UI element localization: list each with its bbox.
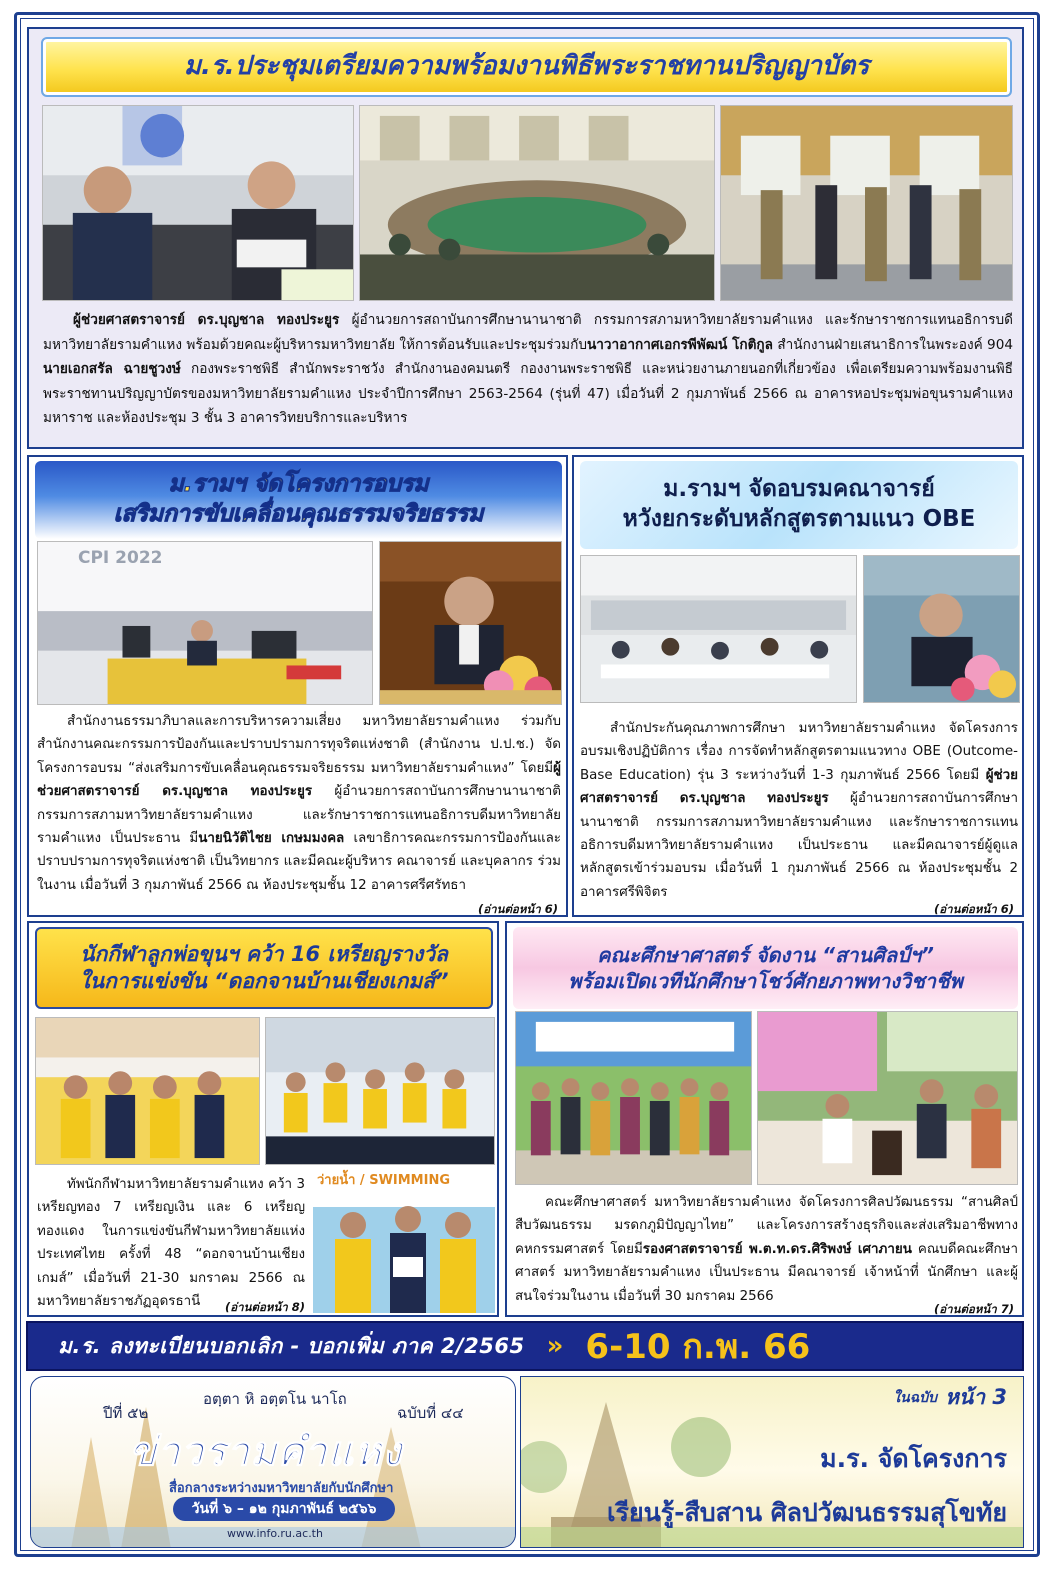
top-story-person-2: นาวาอากาศเอกรพีพัฒน์ โกติกูล <box>586 336 773 353</box>
masthead-name: ข่าวรามคำแหง <box>129 1429 403 1475</box>
education-body <box>515 1191 1018 1308</box>
obe-title-banner <box>580 461 1018 549</box>
registration-text: ม.ร. ลงทะเบียนบอกเลิก - บอกเพิ่ม ภาค 2/2565 <box>58 1333 525 1358</box>
education-story-panel <box>505 921 1024 1317</box>
conference-room-photo <box>359 105 715 301</box>
top-story-text-3: กองพระราชพิธี สำนักพระราชวัง สำนักงานองคมนตรี กองงานพระราชพิธี และหน่วยงานภายนอกที่เกี่ยวข้อง เพื่อเตรียมความพร้อมงานพิธีพระราชทานปริญญาบัตรของมหาวิทยาลัยรามคำแหง ประจำปีการศึกษา 2563-2564 (รุ่นที่ 47) เมื่อวันที่ 2 กุมภาพันธ์ 2566 ณ อาคารหอประชุมพ่อขุนรามคำแหงมหาราช และห้องประชุม 3 ชั้น 3 อาคารวิทยบริการและบริหาร <box>43 361 1013 426</box>
ethics-text-2: ผู้อำนวยการสถาบันการศึกษานานาชาติ กรรมการสภามหาวิทยาลัยรามคำแหง และรักษาราชการแทนอธิการบดีมหาวิทยาลัยรามคำแหง เป็นประธาน มี <box>37 784 561 847</box>
ethics-body <box>37 710 561 897</box>
sports-body <box>37 1173 305 1313</box>
education-title-banner <box>513 927 1018 1009</box>
ethics-stage-photo <box>37 541 373 705</box>
obe-read-more[interactable]: (อ่านต่อหน้า 6) <box>933 902 1014 916</box>
top-story-title: ม.ร.ประชุมเตรียมความพร้อมงานพิธีพระราชทานปริญญาบัตร <box>183 51 870 82</box>
masthead-url[interactable]: www.info.ru.ac.th <box>227 1527 323 1540</box>
obe-speaker-photo <box>863 555 1020 703</box>
inside-page[interactable]: หน้า 3 <box>945 1385 1007 1409</box>
sports-title-banner <box>35 927 493 1009</box>
registration-date: 6-10 ก.พ. 66 <box>585 1327 811 1367</box>
sports-medalists-photo <box>35 1017 260 1165</box>
inside-headline-line-1: ม.ร. จัดโครงการ <box>820 1444 1007 1473</box>
newspaper-masthead <box>30 1376 516 1548</box>
inside-headline-line-2: เรียนรู้-สืบสาน ศิลปวัฒนธรรมสุโขทัย <box>607 1498 1007 1527</box>
obe-story-panel <box>572 455 1024 917</box>
education-text-1: คณะศึกษาศาสตร์ มหาวิทยาลัยรามคำแหง จัดโครงการศิลปวัฒนธรรม “สานศิลป์ สืบวัฒนธรรม มรดกภูมิปัญญาไทย” และโครงการสร้างธุรกิจและส่งเสริมอาชีพทางคหกรรมศาสตร์ โดยมี <box>515 1195 1018 1257</box>
obe-text-1: สำนักประกันคุณภาพการศึกษา มหาวิทยาลัยรามคำแหง จัดโครงการอบรมเชิงปฏิบัติการ เรื่อง การจัดทำหลักสูตรตามแนวทาง OBE (Outcome-Base Education) รุ่น 3 ระหว่างวันที่ 1-3 กุมภาพันธ์ 2566 โดยมี <box>580 721 1018 783</box>
sports-team-photo <box>265 1017 495 1165</box>
education-person-1: รองศาสตราจารย์ พ.ต.ท.ดร.ศิริพงษ์ เศาภายน <box>642 1241 912 1257</box>
officials-walkthrough-photo <box>720 105 1013 301</box>
masthead-year: ปีที่ ๕๒ <box>103 1404 149 1422</box>
sports-story-panel <box>27 921 499 1317</box>
ethics-person-1: ผู้ช่วยศาสตราจารย์ ดร.บุญชาล ทองประยูร <box>37 760 561 800</box>
ethics-title-line-1: ม.รามฯ จัดโครงการอบรม <box>168 471 429 498</box>
double-arrow-icon: » <box>546 1331 558 1361</box>
ethics-title-line-2: เสริมการขับเคลื่อนคุณธรรมจริยธรรม <box>113 501 484 527</box>
obe-workshop-photo <box>580 555 857 703</box>
cpi-screen-text: CPI 2022 <box>78 548 163 568</box>
swimming-label: ว่ายน้ำ / SWIMMING <box>317 1173 451 1188</box>
masthead-issue: ฉบับที่ ๔๔ <box>397 1404 464 1422</box>
sports-swimming-photo <box>313 1167 495 1313</box>
inside-label: ในฉบับ <box>893 1390 937 1406</box>
ethics-text-1: สำนักงานธรรมาภิบาลและการบริหารความเสี่ยง มหาวิทยาลัยรามคำแหง ร่วมกับสำนักงานคณะกรรมการป้องกันและปราบปรามการทุจริตแห่งชาติ (สำนักงาน ป.ป.ช.) จัดโครงการอบรม “ส่งเสริมการขับเคลื่อนคุณธรรมจริยธรรม มหาวิทยาลัยรามคำแหง” โดยมี <box>37 714 561 776</box>
top-story-title-banner <box>41 37 1012 97</box>
top-story-body <box>43 308 1013 431</box>
sports-title-line-2: ในการแข่งขัน “ดอกจานบ้านเชียงเกมส์” <box>79 969 449 993</box>
obe-title-line-1: ม.รามฯ จัดอบรมคณาจารย์ <box>663 476 935 503</box>
ethics-story-panel <box>27 455 568 917</box>
top-story-panel <box>27 27 1024 449</box>
meeting-officials-photo <box>42 105 354 301</box>
registration-banner[interactable] <box>26 1321 1024 1371</box>
top-story-text-1: ผู้อำนวยการสถาบันการศึกษานานาชาติ กรรมการสภามหาวิทยาลัยรามคำแหง และรักษาราชการแทนอธิการบดีมหาวิทยาลัยรามคำแหง พร้อมด้วยคณะผู้บริหารมหาวิทยาลัย ให้การต้อนรับและประชุมร่วมกับ <box>43 312 1013 353</box>
ethics-text-3: เลขาธิการคณะกรรมการป้องกันและปราบปรามการทุจริตแห่งชาติ เป็นวิทยากร และมีคณะผู้บริหาร คณาจารย์ และบุคลากร ร่วมในงาน เมื่อวันที่ 3 กุมภาพันธ์ 2566 ณ ห้องประชุมชั้น 12 อาคารศรีศรัทธา <box>37 831 561 893</box>
masthead-dates: วันที่ ๖ – ๑๒ กุมภาพันธ์ ๒๕๖๖ <box>173 1497 395 1521</box>
top-story-text-2: สำนักงานฝ่ายเสนาธิการในพระองค์ 904 <box>773 336 1013 353</box>
education-text-2: คณบดีคณะศึกษาศาสตร์ มหาวิทยาลัยรามคำแหง เป็นประธาน มีคณาจารย์ เจ้าหน้าที่ นักศึกษา และผู้สนใจร่วมในงาน เมื่อวันที่ 30 มกราคม 2566 <box>515 1241 1018 1304</box>
sports-text-1: ทัพนักกีฬามหาวิทยาลัยรามคำแหง คว้า 3 เหรียญทอง 7 เหรียญเงิน และ 6 เหรียญทองแดง ในการแข่งขันกีฬามหาวิทยาลัยแห่งประเทศไทย ครั้งที่ 48 “ดอกจานบ้านเชียงเกมส์” เมื่อวันที่ 21-30 มกราคม 2566 ณ มหาวิทยาลัยราชภัฏอุดรธานี <box>37 1177 305 1310</box>
obe-person-1: ผู้ช่วยศาสตราจารย์ ดร.บุญชาล ทองประยูร <box>580 767 1018 807</box>
obe-title-line-2: หวังยกระดับหลักสูตรตามแนว OBE <box>622 506 976 532</box>
obe-text-2: ผู้อำนวยการสถาบันการศึกษานานาชาติ กรรมการสภามหาวิทยาลัยรามคำแหง และรักษาราชการแทนอธิการบดีมหาวิทยาลัยรามคำแหง เป็นประธาน และมีคณาจารย์ผู้ดูแลหลักสูตรเข้าร่วมอบรม เมื่อวันที่ 1 กุมภาพันธ์ 2566 ณ ห้องประชุมชั้น 2 อาคารศรีพิจิตร <box>580 791 1019 900</box>
inside-issue-box <box>520 1376 1024 1548</box>
ethics-person-2: นายนิวัติไชย เกษมมงคล <box>198 831 345 847</box>
masthead-motto: อตฺตา หิ อตฺตโน นาโถ <box>203 1390 347 1408</box>
sports-read-more[interactable]: (อ่านต่อหน้า 8) <box>225 1300 306 1314</box>
ethics-speaker-photo <box>379 541 562 705</box>
education-title-line-2: พร้อมเปิดเวทีนักศึกษาโชว์ศักยภาพทางวิชาชีพ <box>568 969 963 993</box>
sports-title-line-1: นักกีฬาลูกพ่อขุนฯ คว้า 16 เหรียญรางวัล <box>80 941 448 966</box>
top-story-person-1: ผู้ช่วยศาสตราจารย์ ดร.บุญชาล ทองประยูร <box>73 312 340 328</box>
top-story-person-3: นายเอกสรัล ฉายชูวงษ์ <box>43 361 181 377</box>
education-read-more[interactable]: (อ่านต่อหน้า 7) <box>933 1302 1014 1316</box>
ethics-read-more[interactable]: (อ่านต่อหน้า 6) <box>477 902 558 916</box>
masthead-tagline: สื่อกลางระหว่างมหาวิทยาลัยกับนักศึกษา <box>169 1481 394 1496</box>
education-booth-photo <box>757 1011 1018 1185</box>
obe-body <box>580 717 1018 904</box>
ethics-title-banner <box>35 461 562 539</box>
education-group-photo <box>515 1011 752 1185</box>
education-title-line-1: คณะศึกษาศาสตร์ จัดงาน “สานศิลป์ฯ” <box>597 943 934 967</box>
